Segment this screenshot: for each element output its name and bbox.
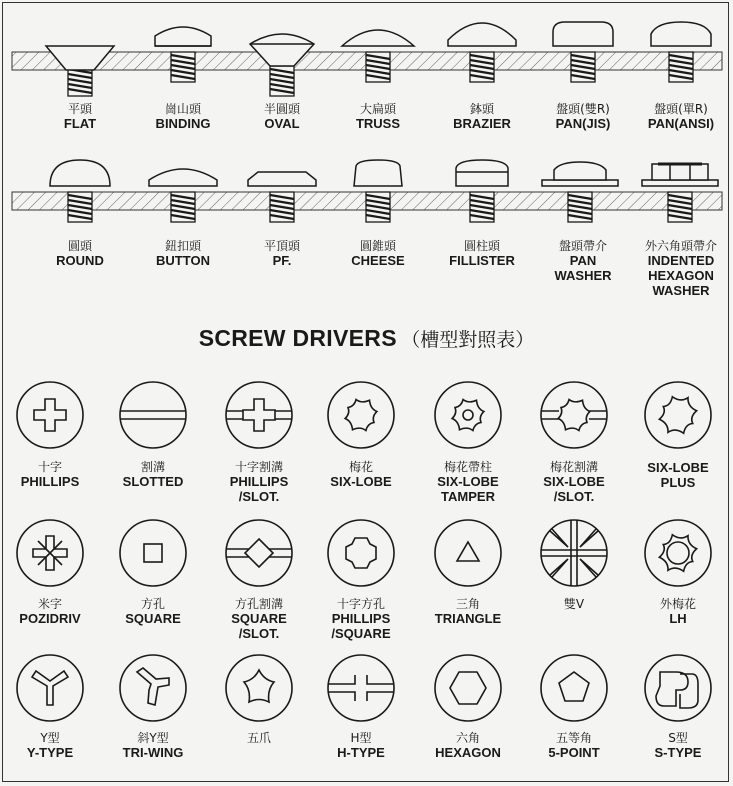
label-zh: 圓錐頭 [359, 239, 396, 253]
label-en: SLOTTED [122, 473, 184, 489]
label-zh: 割溝 [140, 460, 166, 474]
y-type-drive-icon [17, 655, 83, 721]
label-square-slot-drive [231, 598, 287, 642]
label-pan-ansi-head [648, 103, 714, 132]
label-en: HEXAGON [648, 267, 714, 283]
label-external-lobe-drive [660, 598, 696, 627]
label-zh: 崗山頭 [164, 102, 202, 116]
label-en: ROUND [56, 252, 104, 268]
label-round-head [56, 240, 104, 269]
triangle-drive-icon [435, 520, 501, 586]
label-zh: 鈕扣頭 [164, 239, 201, 253]
label-zh: H型 [350, 731, 372, 745]
six-lobe-tamper-drive-icon [435, 382, 501, 448]
label-en: BINDING [155, 115, 211, 131]
label-zh: 梅花割溝 [549, 460, 598, 474]
label-en: BUTTON [156, 252, 210, 268]
label-button-head [156, 240, 210, 269]
label-brazier-head [453, 103, 511, 132]
label-pan-washer-head [554, 240, 611, 284]
label-en: PHILLIPS [331, 610, 391, 626]
label-zh: 平頂頭 [263, 239, 301, 253]
label-five-claw-drive [247, 732, 271, 746]
section-title [0, 325, 733, 352]
label-en: WASHER [652, 282, 710, 298]
label-zh: 梅花帶柱 [443, 460, 492, 474]
label-flat-head [64, 103, 96, 132]
section-title-en: SCREW DRIVERS [198, 325, 397, 351]
label-zh: 三角 [455, 597, 481, 611]
label-zh: 盤頭(單R) [654, 102, 708, 116]
label-zh: 外六角頭帶介 [644, 239, 718, 253]
label-zh: 斜Y型 [137, 731, 169, 745]
label-cheese-head [351, 240, 404, 269]
label-en: FILLISTER [449, 252, 515, 268]
label-six-lobe-drive [330, 461, 391, 490]
phillips-drive-icon [17, 382, 83, 448]
label-en: INDENTED [647, 252, 715, 268]
label-zh: 五等角 [555, 731, 593, 745]
label-zh: 盤頭帶介 [558, 239, 607, 253]
label-zh: 雙V [563, 597, 585, 611]
label-five-point-drive [548, 732, 599, 761]
fillister-head-icon [456, 160, 508, 222]
six-lobe-drive-icon [328, 382, 394, 448]
label-en: TRI-WING [122, 744, 184, 760]
h-type-drive-icon [328, 655, 394, 721]
round-head-icon [50, 160, 110, 222]
label-en: /SLOT. [238, 488, 280, 504]
label-en: S-TYPE [654, 744, 702, 760]
label-zh: 六角 [455, 731, 481, 745]
label-en: BRAZIER [453, 115, 511, 131]
label-fillister-head [449, 240, 515, 269]
label-en: TRUSS [355, 115, 401, 131]
label-zh: 十字方孔 [336, 597, 386, 611]
label-s-type-drive [655, 732, 702, 761]
slotted-drive-icon [120, 382, 186, 448]
label-triangle-drive [435, 598, 501, 627]
label-en: WASHER [554, 267, 612, 283]
label-en: POZIDRIV [19, 610, 81, 626]
label-zh: 外梅花 [659, 597, 697, 611]
label-en: SQUARE [231, 610, 287, 626]
label-en: OVAL [264, 115, 300, 131]
label-six-lobe-tamper-drive [437, 461, 498, 505]
label-en: /SLOT. [553, 488, 595, 504]
hexagon-drive-icon [435, 655, 501, 721]
label-binding-head [156, 103, 211, 132]
label-en: PHILLIPS [229, 473, 289, 489]
square-drive-icon [120, 520, 186, 586]
label-slotted-drive [123, 461, 184, 490]
label-y-type-drive [27, 732, 73, 761]
label-zh: 梅花 [348, 460, 373, 474]
label-zh: 鉢頭 [469, 102, 494, 116]
label-en: SIX-LOBE [647, 460, 709, 475]
flat-head-icon [46, 46, 114, 96]
label-zh: 十字割溝 [234, 460, 284, 474]
label-zh: Y型 [40, 731, 60, 745]
label-phillips-square-drive [331, 598, 390, 642]
label-en: SIX-LOBE [437, 473, 499, 489]
label-hex-washer-head [645, 240, 717, 299]
label-pf-head [264, 240, 300, 269]
label-zh: 圓柱頭 [463, 239, 500, 253]
label-en: SIX-LOBE [330, 473, 392, 489]
label-zh: 大扁頭 [359, 102, 396, 116]
six-lobe-slot-drive-icon [541, 382, 607, 448]
label-pozidriv-drive [19, 598, 80, 627]
label-zh: 半圓頭 [263, 102, 301, 116]
label-zh: 米字 [37, 597, 62, 611]
label-tri-wing-drive [123, 732, 184, 761]
label-en: LH [669, 610, 687, 626]
five-claw-drive-icon [226, 655, 292, 721]
label-en: CHEESE [351, 252, 405, 268]
pozidriv-drive-icon [17, 520, 83, 586]
label-en: /SQUARE [331, 625, 391, 641]
label-truss-head [356, 103, 400, 132]
label-en: Y-TYPE [26, 744, 74, 760]
label-en: PF. [272, 252, 292, 268]
five-point-drive-icon [541, 655, 607, 721]
label-zh: 十字 [37, 460, 63, 474]
label-en: PAN(ANSI) [647, 115, 715, 131]
label-six-lobe-plus-drive [647, 461, 708, 491]
label-phillips-slot-drive [230, 461, 289, 505]
cheese-head-icon [354, 160, 402, 222]
square-slot-drive-icon [226, 520, 292, 586]
label-zh: S型 [668, 731, 688, 745]
label-double-v-drive [564, 598, 584, 612]
label-zh: 圓頭 [67, 239, 93, 253]
label-zh: 平頭 [67, 102, 92, 116]
label-zh: 盤頭(雙R) [556, 102, 610, 116]
label-zh: 方孔割溝 [234, 597, 283, 611]
section-title-zh: （槽型對照表） [401, 329, 535, 351]
label-en: FLAT [63, 115, 97, 131]
label-en: 5-POINT [548, 744, 600, 760]
label-pan-jis-head [556, 103, 611, 132]
label-en: /SLOT. [238, 625, 280, 641]
label-hexagon-drive [435, 732, 501, 761]
phillips-square-drive-icon [328, 520, 394, 586]
double-v-drive-icon [541, 520, 607, 586]
phillips-slot-drive-icon [226, 382, 292, 448]
label-en: H-TYPE [337, 744, 385, 760]
label-en: SQUARE [125, 610, 181, 626]
label-en: TAMPER [441, 488, 495, 504]
label-h-type-drive [337, 732, 385, 761]
label-oval-head [264, 103, 300, 132]
label-phillips-drive [21, 461, 80, 490]
label-square-drive [125, 598, 181, 627]
label-en: PHILLIPS [20, 473, 80, 489]
label-en: HEXAGON [435, 744, 501, 760]
label-en: TRIANGLE [434, 610, 502, 626]
label-six-lobe-slot-drive [543, 461, 604, 505]
label-zh: 方孔 [140, 597, 165, 611]
label-en: PLUS [660, 474, 696, 490]
label-zh: 五爪 [246, 731, 272, 745]
label-en: PAN(JIS) [555, 115, 611, 131]
label-en: SIX-LOBE [543, 473, 605, 489]
tri-wing-drive-icon [120, 655, 186, 721]
label-en: PAN [569, 252, 597, 268]
external-lobe-drive-icon [645, 520, 711, 586]
six-lobe-plus-drive-icon [645, 382, 711, 448]
s-type-drive-icon [645, 655, 711, 721]
